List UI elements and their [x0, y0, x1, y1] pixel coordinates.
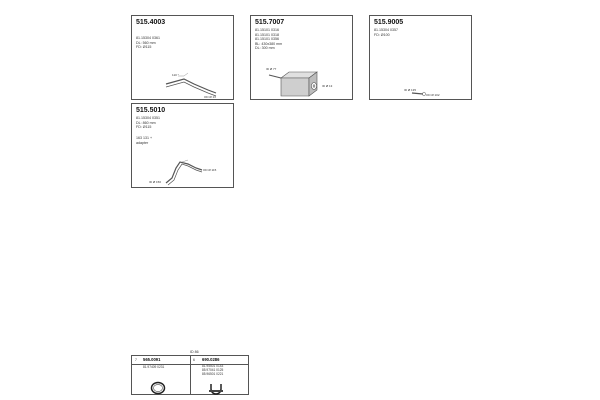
clamp-ring-icon — [150, 381, 170, 395]
accessory-index: 7 — [135, 358, 137, 362]
part-card-515-9005 — [369, 15, 472, 100]
diameter-spec: FD: Ø115 — [136, 45, 152, 50]
accessory-refs — [202, 365, 223, 376]
oem-number: 81.15304 0351 — [136, 116, 160, 120]
part-number: 515.5010 — [136, 107, 166, 114]
bend-angle-callout: 110 ° — [172, 73, 179, 77]
bent-pipe-drawing — [132, 16, 235, 101]
accessory-ref: 81.95501 0143 — [202, 364, 224, 368]
box-size-spec: BL: 430x380 mm — [255, 41, 283, 46]
accessory-refs — [143, 366, 164, 370]
part-number: 515.9005 — [374, 19, 404, 26]
oem-number: 81.15304 0361 — [136, 36, 160, 40]
accessories-column-divider — [190, 356, 191, 394]
od-callout: OD Ø 13 — [204, 95, 216, 99]
part-number: 515.7007 — [255, 19, 285, 26]
accessory-ref: 85.97041 0125 — [202, 367, 224, 372]
part-number: 515.4003 — [136, 19, 166, 26]
oem-number: 81.15101 0356 — [255, 37, 279, 42]
short-pipe-drawing — [370, 16, 473, 101]
id-callout: ID Ø 135 — [404, 88, 417, 92]
u-bolt-clamp-icon — [207, 381, 227, 395]
oem-number: 81.15101 0318 — [255, 32, 279, 37]
oem-number: 81.15304 0357 — [374, 28, 398, 32]
part-card-515-5010 — [131, 103, 234, 188]
accessory-index: 6 — [193, 358, 195, 362]
adapter-note-line: 163 131 + — [136, 136, 153, 140]
length-spec: DL: 560 mm — [136, 40, 156, 45]
inlet-id-callout: ID Ø 77 — [266, 67, 277, 71]
part-card-515-4003 — [131, 15, 234, 100]
accessory-part-number: 690.0286 — [202, 357, 220, 362]
diameter-spec: FD: Ø100 — [374, 32, 390, 37]
id-callout: ID Ø 150 — [149, 180, 162, 184]
accessories-title: ID 86 — [190, 350, 199, 354]
outlet-id-callout: ID Ø 13 — [322, 84, 333, 88]
adapter-note-line: adapter — [136, 140, 149, 145]
accessories-table — [131, 355, 249, 395]
muffler-box-drawing — [251, 16, 354, 101]
length-spec: DL: 860 mm — [136, 120, 156, 125]
part-card-515-7007 — [250, 15, 353, 100]
accessory-ref: 85.96501 0221 — [202, 371, 224, 376]
accessory-part-number: 565.0091 — [143, 357, 161, 362]
long-bent-pipe-drawing — [132, 104, 235, 189]
diameter-spec: FD: Ø115 — [136, 125, 152, 130]
od-callout: OD Ø 115 — [203, 168, 217, 172]
length-spec: DL: 300 mm — [255, 46, 275, 51]
oem-number: 81.15101 0316 — [255, 28, 279, 32]
od-callout: OD Ø 102 — [426, 93, 440, 97]
accessory-ref: 81.97409 0231 — [143, 365, 165, 369]
